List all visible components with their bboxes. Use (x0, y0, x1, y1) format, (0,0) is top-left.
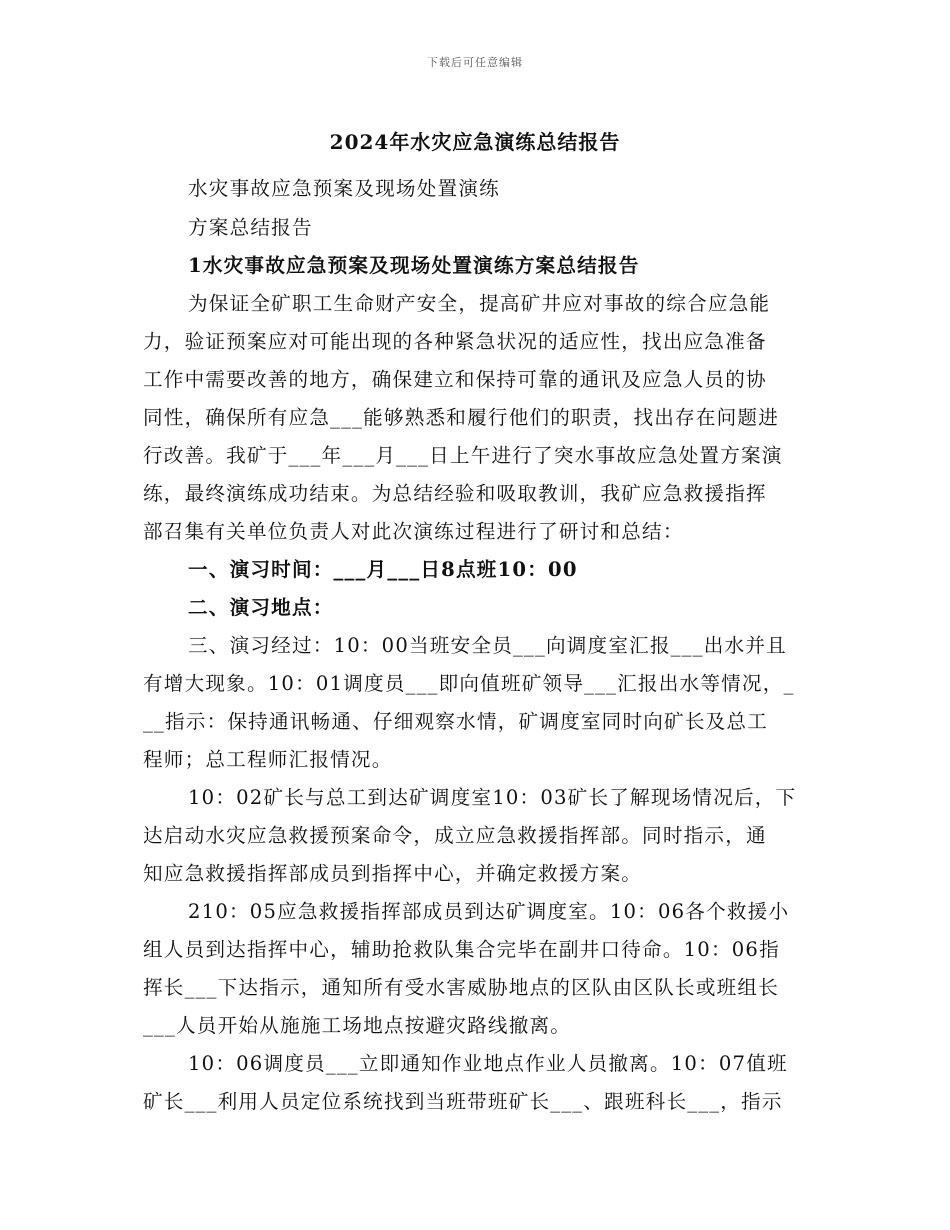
subtitle-line-1: 水灾事故应急预案及现场处置演练 (188, 177, 500, 200)
paragraph-line: ___人员开始从施施工场地点按避灾路线撤离。 (143, 1014, 572, 1037)
paragraph-line: 10：06调度员___立即通知作业地点作业人员撤离。10：07值班 (188, 1052, 788, 1075)
paragraph-line: __指示：保持通讯畅通、仔细观察水情，矿调度室同时向矿长及总工 (143, 710, 769, 733)
document-title: 2024年水灾应急演练总结报告 (329, 130, 621, 154)
paragraph-line: 程师；总工程师汇报情况。 (143, 748, 393, 771)
subtitle-line-2: 方案总结报告 (188, 216, 313, 239)
paragraph-line: 练，最终演练成功结束。为总结经验和吸取教训，我矿应急救援指挥 (143, 482, 767, 505)
paragraph-line: 同性，确保所有应急___能够熟悉和履行他们的职责，找出存在问题进 (143, 406, 780, 429)
paragraph-line: 达启动水灾应急救援预案命令，成立应急救援指挥部。同时指示，通 (143, 824, 767, 847)
paragraph-line: 210：05应急救援指挥部成员到达矿调度室。10：06各个救援小 (188, 900, 790, 923)
paragraph-line: 为保证全矿职工生命财产安全，提高矿井应对事故的综合应急能 (188, 292, 771, 315)
paragraph-line: 10：02矿长与总工到达矿调度室10：03矿长了解现场情况后，下 (188, 786, 797, 809)
item-drill-location: 二、演习地点： (188, 596, 334, 619)
paragraph-line: 知应急救援指挥部成员到指挥中心，并确定救援方案。 (143, 862, 643, 885)
paragraph-line: 行改善。我矿于___年___月___日上午进行了突水事故应急处置方案演 (143, 444, 783, 467)
item-drill-time: 一、演习时间：___月___日8点班10：00 (188, 558, 578, 581)
paragraph-line: 工作中需要改善的地方，确保建立和保持可靠的通讯及应急人员的协 (143, 368, 767, 391)
paragraph-line: 有增大现象。10：01调度员___即向值班矿领导___汇报出水等情况，_ (143, 672, 795, 695)
paragraph-line: 力，验证预案应对可能出现的各种紧急状况的适应性，找出应急准备 (143, 330, 767, 353)
paragraph-line: 组人员到达指挥中心，辅助抢救队集合完毕在副井口待命。10：06指 (143, 938, 780, 961)
page-header-note: 下载后可任意编辑 (427, 56, 523, 69)
paragraph-line: 部召集有关单位负责人对此次演练过程进行了研讨和总结： (143, 520, 684, 543)
paragraph-line: 挥长___下达指示，通知所有受水害威胁地点的区队由区队长或班组长 (143, 976, 780, 999)
section-heading: 1水灾事故应急预案及现场处置演练方案总结报告 (188, 254, 640, 277)
paragraph-line: 三、演习经过：10：00当班安全员___向调度室汇报___出水并且 (188, 634, 787, 657)
paragraph-line: 矿长___利用人员定位系统找到当班带班矿长___、跟班科长___，指示 (143, 1090, 783, 1113)
